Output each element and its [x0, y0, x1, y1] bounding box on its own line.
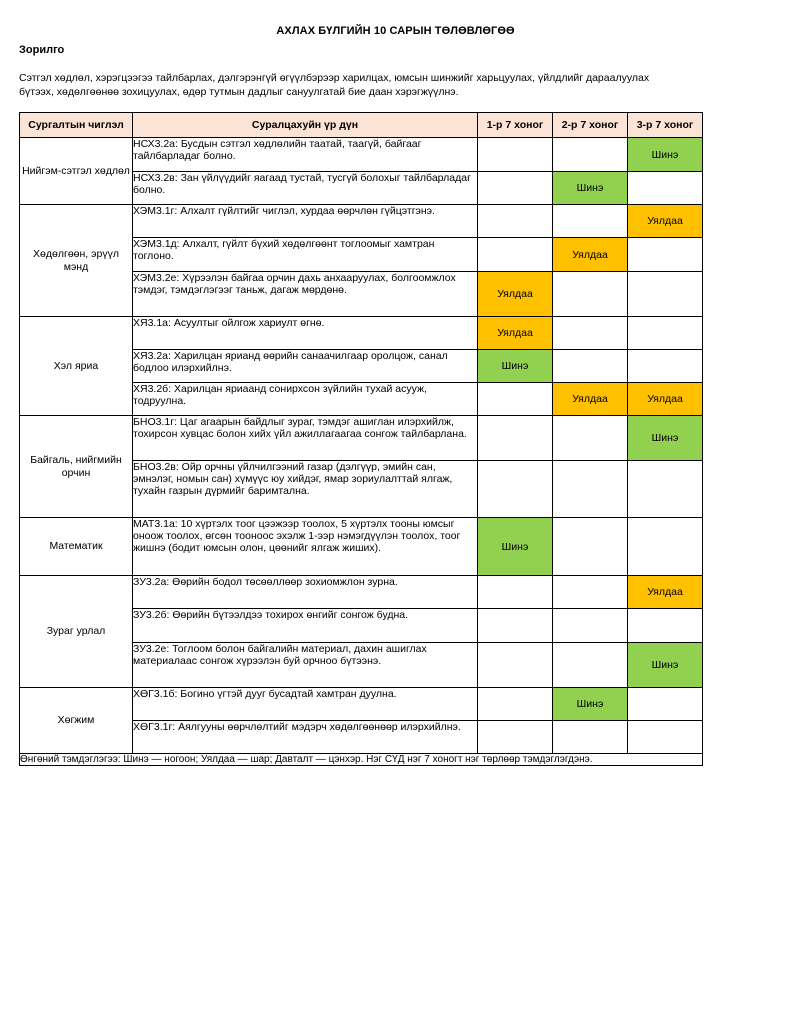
learning-area-cell: Нийгэм-сэтгэл хөдлөл — [20, 138, 133, 205]
learning-outcome-cell: ХЯ3.1а: Асуултыг ойлгож хариулт өгнө. — [133, 317, 478, 350]
week-1-cell — [478, 688, 553, 721]
week-2-cell: Шинэ — [553, 688, 628, 721]
legend-note: Өнгөний тэмдэглэгээ: Шинэ — ногоон; Уялдаа — шар; Давталт — цэнхэр. Нэг СҮД нэг 7 хоногт нэг төрлөөр тэмдэглэгдэнэ. — [20, 754, 703, 766]
week-1-cell: Шинэ — [478, 518, 553, 576]
week-3-cell — [628, 172, 703, 205]
week-1-cell — [478, 576, 553, 609]
learning-outcome-cell: ХӨГ3.1б: Богино үгтэй дууг бусадтай хамтран дуулна. — [133, 688, 478, 721]
week-1-cell: Шинэ — [478, 350, 553, 383]
week-1-cell — [478, 138, 553, 172]
week-3-cell — [628, 238, 703, 272]
week-3-cell: Шинэ — [628, 643, 703, 688]
table-header-row — [20, 113, 703, 138]
week-3-cell — [628, 350, 703, 383]
learning-outcome-cell: ЗУ3.2а: Өөрийн бодол төсөөллөөр зохиомжлон зурна. — [133, 576, 478, 609]
week-3-cell: Шинэ — [628, 416, 703, 461]
week-2-cell — [553, 317, 628, 350]
learning-area-cell: Математик — [20, 518, 133, 576]
week-1-cell — [478, 172, 553, 205]
week-2-cell — [553, 272, 628, 317]
week-2-cell — [553, 721, 628, 754]
table-row — [20, 317, 703, 350]
week-1-cell — [478, 721, 553, 754]
week-2-cell — [553, 643, 628, 688]
table-row — [20, 518, 703, 576]
plan-table — [19, 112, 703, 766]
learning-outcome-cell: ХЯ3.2а: Харилцан ярианд өөрийн санаачилгаар оролцож, санал бодлоо илэрхийлнэ. — [133, 350, 478, 383]
week-2-cell: Уялдаа — [553, 383, 628, 416]
week-3-cell — [628, 609, 703, 643]
goal-text — [19, 71, 709, 99]
document-title: АХЛАХ БҮЛГИЙН 10 САРЫН ТӨЛӨВЛӨГӨӨ — [276, 25, 515, 37]
header-learning-area: Сургалтын чиглэл — [20, 113, 133, 138]
learning-outcome-cell: НСХ3.2а: Бусдын сэтгэл хөдлөлийн таатай, таагүй, байгааг тайлбарладаг болно. — [133, 138, 478, 172]
learning-outcome-cell: НСХ3.2в: Зан үйлүүдийг яагаад тустай, тусгүй болохыг тайлбарладаг болно. — [133, 172, 478, 205]
week-2-cell — [553, 350, 628, 383]
goal-line: бүтээх, хөдөлгөөнөө зохицуулах, өдөр тутмын дадлыг сануулгатай бие даан хэрэгжүүлнэ. — [19, 86, 459, 98]
week-3-cell — [628, 461, 703, 518]
week-3-cell — [628, 317, 703, 350]
learning-outcome-cell: БНО3.1г: Цаг агаарын байдлыг зураг, тэмдэг ашиглан илэрхийлж, тохирсон хувцас болон хийх үйл ажиллагаагаа сонгож тайлбарлана. — [133, 416, 478, 461]
goal-line: Сэтгэл хөдлөл, хэрэгцээгээ тайлбарлах, дэлгэрэнгүй өгүүлбэрээр харилцах, юмсын шинжийг харьцуулах, үйлдлийг дараалуулах — [19, 72, 650, 84]
week-3-cell — [628, 518, 703, 576]
week-2-cell: Шинэ — [553, 172, 628, 205]
learning-outcome-cell: ЗУ3.2б: Өөрийн бүтээлдээ тохирох өнгийг сонгож будна. — [133, 609, 478, 643]
week-3-cell — [628, 721, 703, 754]
week-3-cell: Шинэ — [628, 138, 703, 172]
header-learning-outcome: Суралцахуйн үр дүн — [133, 113, 478, 138]
week-3-cell: Уялдаа — [628, 383, 703, 416]
week-3-cell: Уялдаа — [628, 205, 703, 238]
learning-outcome-cell: ХЯ3.2б: Харилцан яриаанд сонирхсон зүйлийн тухай асууж, тодруулна. — [133, 383, 478, 416]
week-2-cell — [553, 576, 628, 609]
table-note-row — [20, 754, 703, 766]
learning-outcome-cell: МАТ3.1а: 10 хүртэлх тоог цээжээр тоолох, 5 хүртэлх тооны юмсыг оноож тоолох, өгсөн тооноос эхэлж 1-ээр нэмэгдүүлэн тоолох, тоог жишнэ (бодит юмсын олон, цөөнийг ялгаж жиших). — [133, 518, 478, 576]
table-row — [20, 138, 703, 172]
week-2-cell — [553, 518, 628, 576]
week-2-cell — [553, 416, 628, 461]
header-week-2: 2-р 7 хоног — [553, 113, 628, 138]
header-week-1: 1-р 7 хоног — [478, 113, 553, 138]
week-2-cell — [553, 205, 628, 238]
week-2-cell — [553, 461, 628, 518]
week-1-cell: Уялдаа — [478, 317, 553, 350]
week-1-cell — [478, 461, 553, 518]
week-1-cell — [478, 383, 553, 416]
week-1-cell — [478, 205, 553, 238]
learning-area-cell: Байгаль, нийгмийн орчин — [20, 416, 133, 518]
week-1-cell: Уялдаа — [478, 272, 553, 317]
week-2-cell: Уялдаа — [553, 238, 628, 272]
goal-heading: Зорилго — [19, 44, 65, 56]
learning-outcome-cell: ХЭМ3.2е: Хүрээлэн байгаа орчин дахь анхааруулах, болгоомжлох тэмдэг, тэмдэглэгээг таньж, дагаж мөрдөнө. — [133, 272, 478, 317]
learning-area-cell: Хэл яриа — [20, 317, 133, 416]
learning-outcome-cell: ХӨГ3.1г: Аялгууны өөрчлөлтийг мэдэрч хөдөлгөөнөөр илэрхийлнэ. — [133, 721, 478, 754]
week-3-cell — [628, 688, 703, 721]
table-row — [20, 416, 703, 461]
learning-outcome-cell: ХЭМ3.1г: Алхалт гүйлтийг чиглэл, хурдаа өөрчлөн гүйцэтгэнэ. — [133, 205, 478, 238]
week-1-cell — [478, 238, 553, 272]
week-1-cell — [478, 609, 553, 643]
week-1-cell — [478, 416, 553, 461]
learning-outcome-cell: БНО3.2в: Ойр орчны үйлчилгээний газар (дэлгүүр, эмийн сан, эмнэлэг, номын сан) хүмүүс юу хийдэг, ямар зориулалттай ялгаж, тухайн газрын дүрмийг баримтална. — [133, 461, 478, 518]
week-3-cell: Уялдаа — [628, 576, 703, 609]
table-row — [20, 205, 703, 238]
learning-area-cell: Хөдөлгөөн, эрүүл мэнд — [20, 205, 133, 317]
learning-area-cell: Зураг урлал — [20, 576, 133, 688]
week-1-cell — [478, 643, 553, 688]
table-row — [20, 576, 703, 609]
header-week-3: 3-р 7 хоног — [628, 113, 703, 138]
week-2-cell — [553, 609, 628, 643]
table-row — [20, 688, 703, 721]
week-2-cell — [553, 138, 628, 172]
learning-area-cell: Хөгжим — [20, 688, 133, 754]
learning-outcome-cell: ХЭМ3.1д: Алхалт, гүйлт бүхий хөдөлгөөнт тоглоомыг хамтран тоглоно. — [133, 238, 478, 272]
week-3-cell — [628, 272, 703, 317]
learning-outcome-cell: ЗУ3.2е: Тоглоом болон байгалийн материал, дахин ашиглах материалаас сонгож хүрээлэн буй орчноо бүтээнэ. — [133, 643, 478, 688]
